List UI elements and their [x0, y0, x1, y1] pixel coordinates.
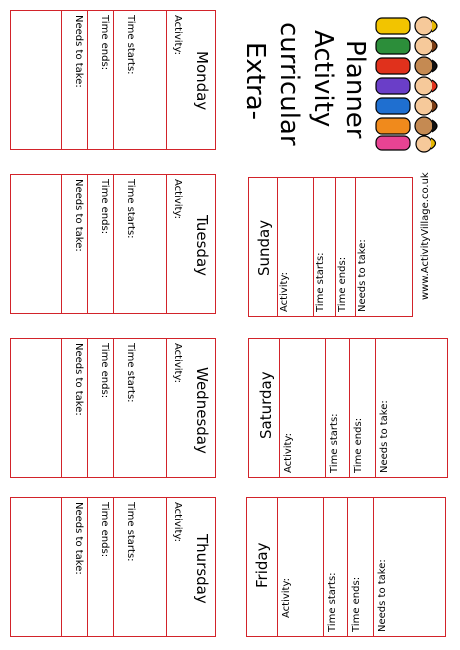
day-title-sunday: Sunday	[255, 219, 273, 276]
divider	[373, 498, 374, 636]
card-tuesday	[10, 174, 216, 314]
needs-label: Needs to take:	[73, 502, 84, 575]
activity-label: Activity:	[172, 15, 183, 56]
time-starts-label: Time starts:	[315, 252, 326, 312]
card-wednesday	[10, 338, 216, 478]
time-ends-label: Time ends:	[353, 417, 364, 473]
divider	[166, 175, 167, 313]
divider	[113, 498, 114, 636]
divider	[323, 498, 324, 636]
activity-label: Activity:	[172, 179, 183, 220]
divider	[87, 339, 88, 477]
divider	[277, 178, 278, 316]
divider	[61, 339, 62, 477]
divider	[335, 178, 336, 316]
title-line-2: curricular	[274, 22, 304, 146]
divider	[277, 498, 278, 636]
time-ends-label: Time ends:	[351, 576, 362, 632]
needs-label: Needs to take:	[73, 179, 84, 252]
divider	[355, 178, 356, 316]
card-sunday	[248, 177, 413, 317]
divider	[87, 498, 88, 636]
day-title-thursday: Thursday	[193, 534, 211, 604]
divider	[87, 175, 88, 313]
children-illustration	[370, 12, 450, 157]
time-starts-label: Time starts:	[125, 15, 136, 75]
time-ends-label: Time ends:	[337, 256, 348, 312]
card-thursday	[10, 497, 216, 637]
needs-label: Needs to take:	[377, 559, 388, 632]
title-line-1: Extra-	[240, 42, 270, 121]
divider	[325, 339, 326, 477]
divider	[166, 498, 167, 636]
activity-label: Activity:	[283, 432, 294, 473]
divider	[375, 339, 376, 477]
activity-label: Activity:	[172, 343, 183, 384]
divider	[113, 339, 114, 477]
divider	[113, 175, 114, 313]
activity-label: Activity:	[279, 271, 290, 312]
time-starts-label: Time starts:	[329, 413, 340, 473]
day-title-saturday: Saturday	[257, 371, 275, 439]
divider	[61, 11, 62, 149]
title-line-4: Planner	[340, 40, 370, 139]
needs-label: Needs to take:	[73, 343, 84, 416]
day-title-monday: Monday	[193, 51, 211, 111]
needs-label: Needs to take:	[73, 15, 84, 88]
time-starts-label: Time starts:	[327, 572, 338, 632]
day-title-friday: Friday	[253, 542, 271, 588]
day-title-wednesday: Wednesday	[193, 367, 211, 454]
divider	[166, 339, 167, 477]
divider	[349, 339, 350, 477]
divider	[61, 175, 62, 313]
activity-label: Activity:	[172, 502, 183, 543]
website-url: www.ActivityVillage.co.uk	[420, 172, 431, 300]
divider	[113, 11, 114, 149]
time-ends-label: Time ends:	[99, 15, 110, 71]
needs-label: Needs to take:	[357, 239, 368, 312]
time-ends-label: Time ends:	[99, 343, 110, 399]
card-friday	[246, 497, 446, 637]
divider	[313, 178, 314, 316]
time-starts-label: Time starts:	[125, 343, 136, 403]
time-ends-label: Time ends:	[99, 502, 110, 558]
card-saturday	[248, 338, 448, 478]
day-title-tuesday: Tuesday	[193, 215, 211, 277]
time-starts-label: Time starts:	[125, 502, 136, 562]
divider	[61, 498, 62, 636]
divider	[279, 339, 280, 477]
title-line-3: Activity	[308, 30, 338, 128]
needs-label: Needs to take:	[379, 400, 390, 473]
activity-label: Activity:	[281, 577, 292, 618]
card-monday	[10, 10, 216, 150]
divider	[87, 11, 88, 149]
time-starts-label: Time starts:	[125, 179, 136, 239]
divider	[166, 11, 167, 149]
time-ends-label: Time ends:	[99, 179, 110, 235]
divider	[347, 498, 348, 636]
